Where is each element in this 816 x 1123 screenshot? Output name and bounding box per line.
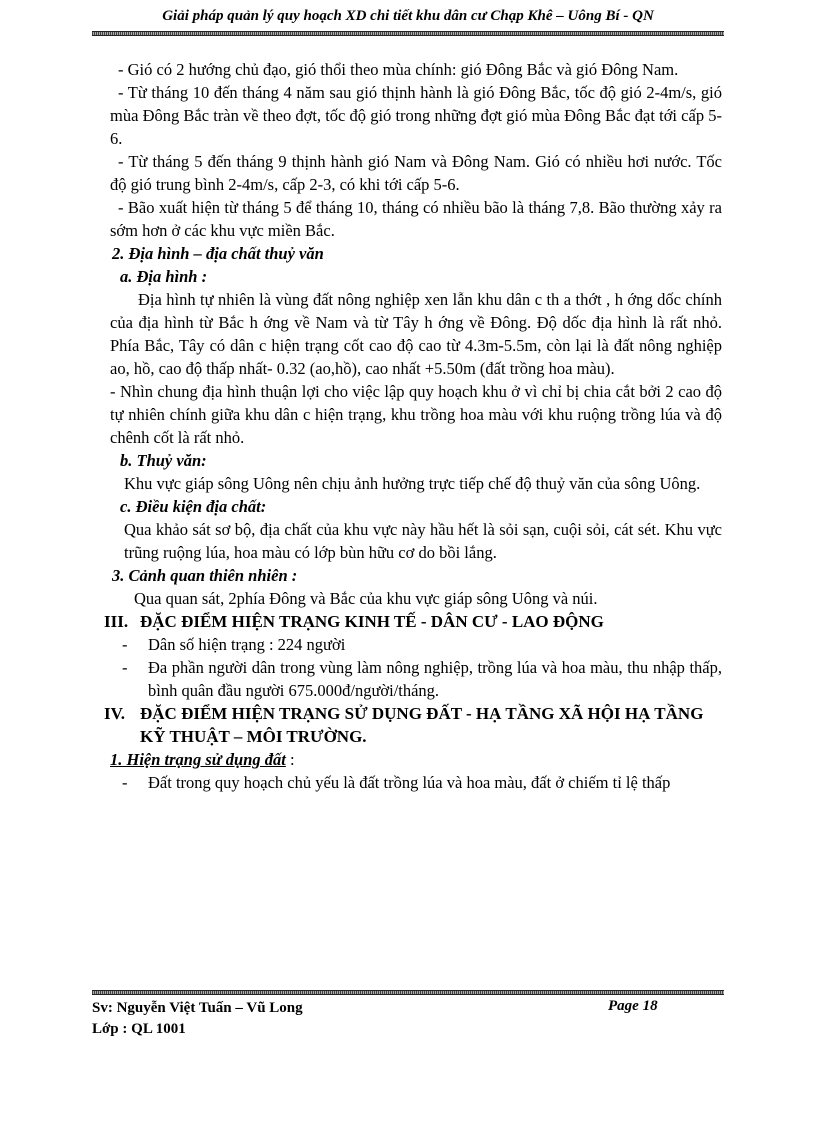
heading-terrain: a. Địa hình : xyxy=(120,267,208,286)
footer-class: Lớp : QL 1001 xyxy=(92,1021,186,1037)
paragraph-wind-2: - Từ tháng 10 đến tháng 4 năm sau gió thịnh hành là gió Đông Bắc, tốc độ gió 2-4m/s, gió mùa Đông Bắc tràn về theo đợt, tốc độ gió trong những đợt gió mùa Đông Bắc đạt tới cấp 5-6. xyxy=(110,83,722,148)
footer-authors: Sv: Nguyễn Việt Tuấn – Vũ Long xyxy=(92,1000,303,1016)
heading-section-iii xyxy=(104,610,722,633)
list-item xyxy=(110,633,722,656)
heading-land-use xyxy=(110,748,722,771)
heading-land-use-colon: : xyxy=(285,750,295,769)
paragraph-terrain-2: - Nhìn chung địa hình thuận lợi cho việc lập quy hoạch khu ở vì chỉ bị chia cắt bởi 2 cao độ tự nhiên chính giữa khu dân c hiện trạng, khu trồng hoa màu với khu ruộng trồng lúa và độ chênh cốt là rất nhỏ. xyxy=(110,382,722,447)
paragraph-terrain-1: Địa hình tự nhiên là vùng đất nông nghiệp xen lẫn khu dân c th a thớt , h ớng dốc chính của địa hình từ Bắc h ớng về Nam và từ Tây h ớng về Đông. Độ dốc địa hình là rất nhỏ. Phía Bắc, Tây có dân c hiện trạng cốt cao độ cao từ 4.3m-5.5m, còn lại là đất nông nghiệp ao, hồ, cao độ thấp nhất- 0.32 (ao,hồ), cao nhất +5.50m (đất trồng hoa màu). xyxy=(110,290,722,378)
paragraph-wind-3: - Từ tháng 5 đến tháng 9 thịnh hành gió Nam và Đông Nam. Gió có nhiều hơi nước. Tốc độ gió trung bình 2-4m/s, cấp 2-3, có khi tới cấp 5-6. xyxy=(110,152,722,194)
heading-landscape: 3. Cảnh quan thiên nhiên : xyxy=(112,566,298,585)
dash-marker: - xyxy=(122,773,128,792)
paragraph-landscape: Qua quan sát, 2phía Đông và Bắc của khu vực giáp sông Uông và núi. xyxy=(134,589,598,608)
paragraph-wind-1: - Gió có 2 hướng chủ đạo, gió thổi theo mùa chính: gió Đông Bắc và gió Đông Nam. xyxy=(118,60,679,79)
section-number: III. xyxy=(104,612,129,631)
list-item xyxy=(110,656,722,702)
list-item-text: Đa phần người dân trong vùng làm nông nghiệp, trồng lúa và hoa màu, thu nhập thấp, bình quân đầu người 675.000đ/người/tháng. xyxy=(148,658,722,700)
list-item-text: Dân số hiện trạng : 224 người xyxy=(148,635,346,654)
page-number: Page 18 xyxy=(608,998,658,1014)
list-item xyxy=(110,771,722,794)
footer-info xyxy=(92,998,303,1040)
document-body xyxy=(104,58,722,794)
heading-hydrology: b. Thuỷ văn: xyxy=(120,451,207,470)
header-rule xyxy=(92,31,724,36)
dash-marker: - xyxy=(122,658,128,677)
section-title: ĐẶC ĐIỂM HIỆN TRẠNG SỬ DỤNG ĐẤT - HẠ TẦNG XÃ HỘI HẠ TẦNG KỸ THUẬT – MÔI TRƯỜNG. xyxy=(140,704,704,746)
dash-marker: - xyxy=(122,635,128,654)
heading-geology: c. Điều kiện địa chất: xyxy=(120,497,267,516)
heading-section-iv xyxy=(104,702,722,748)
footer-rule xyxy=(92,990,724,995)
section-number: IV. xyxy=(104,704,125,723)
heading-land-use-text: 1. Hiện trạng sử dụng đất xyxy=(110,750,286,769)
page-header-title: Giải pháp quản lý quy hoạch XD chi tiết khu dân cư Chạp Khê – Uông Bí - QN xyxy=(162,8,654,24)
section-title: ĐẶC ĐIỂM HIỆN TRẠNG KINH TẾ - DÂN CƯ - LAO ĐỘNG xyxy=(140,612,604,631)
paragraph-wind-4: - Bão xuất hiện từ tháng 5 để tháng 10, tháng có nhiều bão là tháng 7,8. Bão thường xảy ra sớm hơn ở các khu vực miền Bắc. xyxy=(110,198,722,240)
heading-terrain-hydrology: 2. Địa hình – địa chất thuỷ văn xyxy=(112,244,324,263)
list-item-text: Đất trong quy hoạch chủ yếu là đất trồng lúa và hoa màu, đất ở chiếm tỉ lệ thấp xyxy=(148,773,671,792)
paragraph-hydrology: Khu vực giáp sông Uông nên chịu ảnh hưởng trực tiếp chế độ thuỷ văn của sông Uông. xyxy=(124,474,701,493)
paragraph-geology: Qua khảo sát sơ bộ, địa chất của khu vực này hầu hết là sỏi sạn, cuội sỏi, cát sét. Khu vực trũng ruộng lúa, hoa màu có lớp bùn hữu cơ do bồi lắng. xyxy=(124,520,722,562)
